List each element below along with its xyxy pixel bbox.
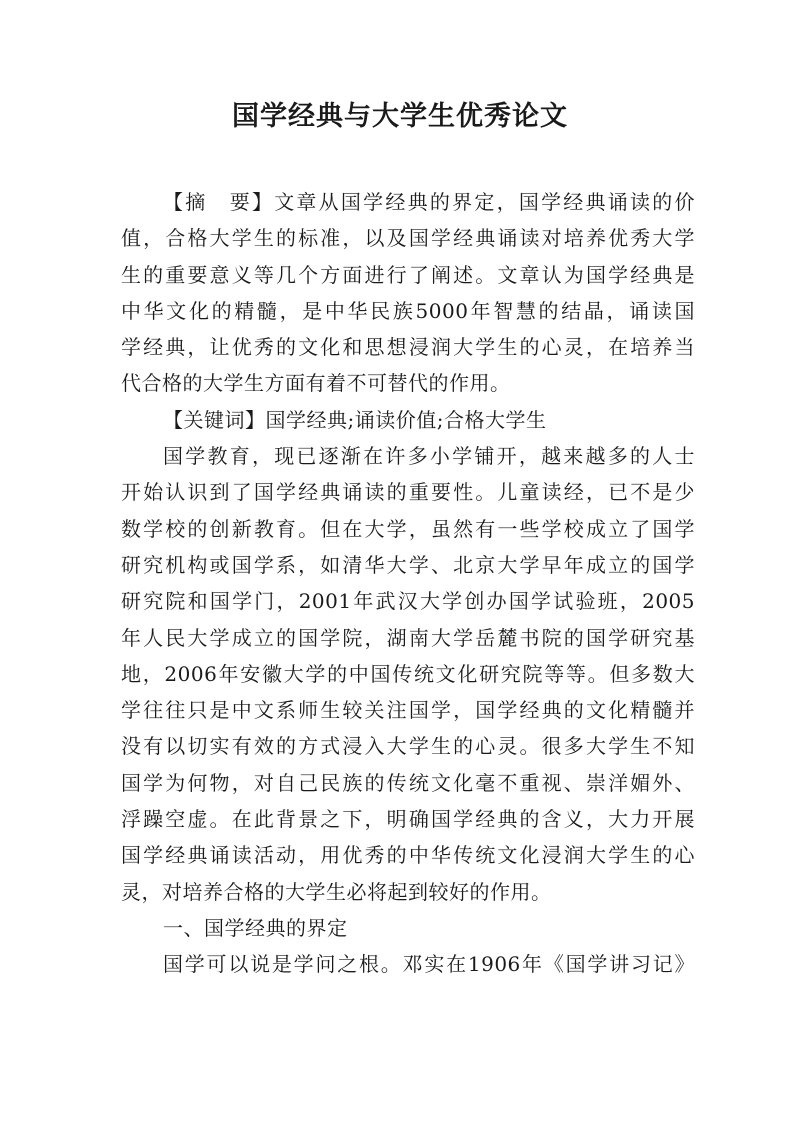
- document-body: [121, 184, 695, 983]
- paragraph-line: 国学教育，现已逐渐在许多小学铺开，越来越多的人士: [163, 444, 695, 469]
- abstract-line: 学经典，让优秀的文化和思想浸润大学生的心灵，在培养当: [121, 335, 695, 360]
- paragraph-line: 国学经典诵读活动，用优秀的中华传统文化浸润大学生的心: [121, 843, 695, 868]
- paragraph-line: 数学校的创新教育。但在大学，虽然有一些学校成立了国学: [121, 516, 695, 541]
- document-title: 国学经典与大学生优秀论文: [232, 101, 568, 132]
- paragraph-line: 国学可以说是学问之根。邓实在1906年《国学讲习记》: [163, 952, 695, 977]
- paragraph-line: 浮躁空虚。在此背景之下，明确国学经典的含义，大力开展: [121, 807, 695, 832]
- paragraph-line: 学往往只是中文系师生较关注国学，国学经典的文化精髓并: [121, 698, 695, 723]
- paragraph-line: 开始认识到了国学经典诵读的重要性。儿童读经，已不是少: [121, 480, 695, 505]
- paragraph-line: 研究院和国学门，2001年武汉大学创办国学试验班，2005: [121, 589, 695, 614]
- paragraph-line: 灵，对培养合格的大学生必将起到较好的作用。: [121, 879, 552, 904]
- abstract-line: 【摘 要】文章从国学经典的界定，国学经典诵读的价: [163, 190, 695, 214]
- paragraph-line: 地，2006年安徽大学的中国传统文化研究院等等。但多数大: [121, 661, 695, 686]
- keywords-line: 【关键词】国学经典;诵读价值;合格大学生: [163, 407, 547, 432]
- section-heading: 一、国学经典的界定: [163, 915, 348, 940]
- paragraph-line: 没有以切实有效的方式浸入大学生的心灵。很多大学生不知: [121, 734, 695, 759]
- abstract-line: 生的重要意义等几个方面进行了阐述。文章认为国学经典是: [121, 262, 695, 287]
- paragraph-line: 国学为何物，对自己民族的传统文化毫不重视、崇洋媚外、: [121, 770, 695, 795]
- paragraph-line: 年人民大学成立的国学院，湖南大学岳麓书院的国学研究基: [121, 625, 695, 650]
- abstract-line: 值，合格大学生的标准，以及国学经典诵读对培养优秀大学: [121, 226, 695, 251]
- abstract-line: 中华文化的精髓，是中华民族5000年智慧的结晶，诵读国: [121, 298, 695, 323]
- paragraph-line: 研究机构或国学系，如清华大学、北京大学早年成立的国学: [121, 552, 695, 577]
- abstract-line: 代合格的大学生方面有着不可替代的作用。: [121, 371, 511, 396]
